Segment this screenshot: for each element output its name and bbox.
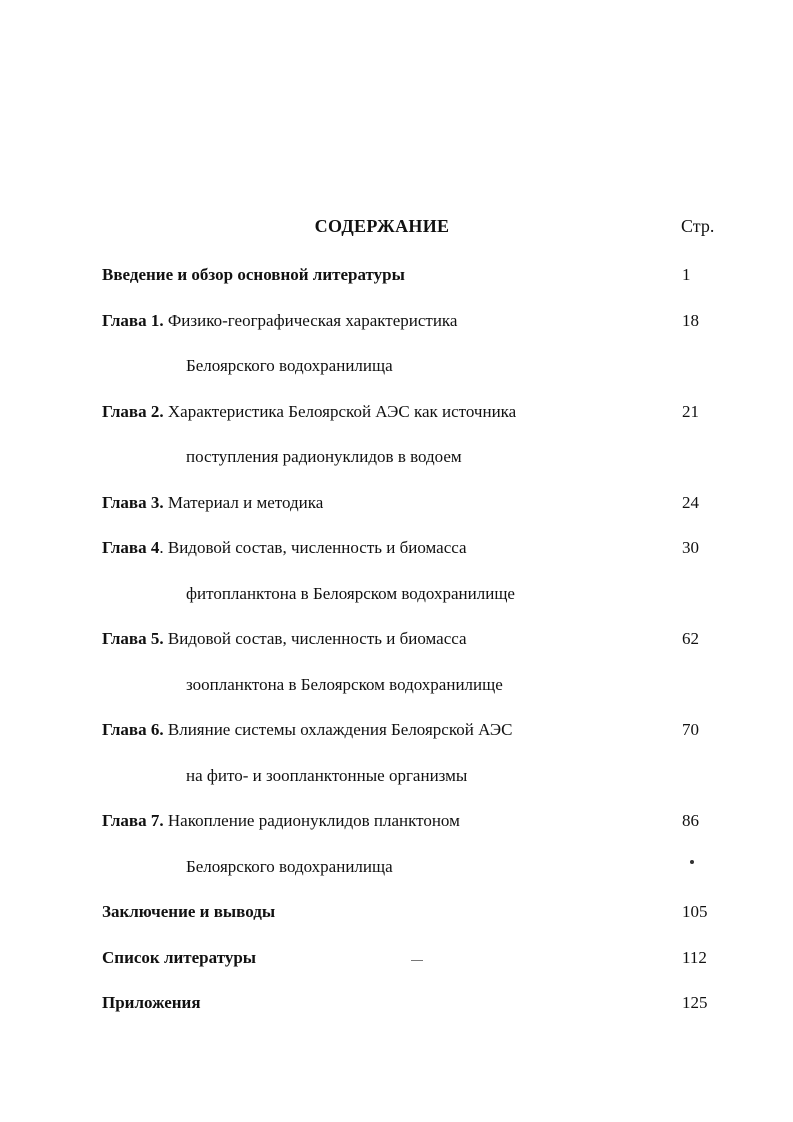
toc-entry-title: Приложения [102,993,201,1012]
toc-entry-chapter-5 [102,627,742,673]
toc-entry-page: 105 [682,902,708,921]
toc-entry-page: 62 [682,629,699,648]
toc-entry-page: 70 [682,720,699,739]
page-column-header: Стр. [681,216,715,236]
scan-speck [690,860,694,864]
toc-entry-continuation: поступления радионуклидов в водоем [186,447,462,466]
toc-entry-appendices [102,991,742,1037]
toc-entry-title: Видовой состав, численность и биомасса [167,629,467,648]
toc-entry-continuation: Белоярского водохранилища [186,356,393,375]
toc-entry-title: Физико-географическая характеристика [167,310,458,330]
toc-entry-chapter-4 [102,536,742,582]
toc-entry-label: Глава 4 [102,538,160,557]
toc-entry-page: 30 [682,538,699,557]
toc-entry-chapter-5-continuation [102,673,742,719]
toc-entry-chapter-7-continuation [102,855,742,901]
toc-entry-page: 18 [682,310,699,330]
toc-entry-title: Список литературы [102,947,257,967]
toc-entry-continuation: фитопланктона в Белоярском водохранилище [186,583,515,603]
toc-entry-label: Глава 3. [102,492,164,512]
toc-entry-page: 125 [682,993,708,1012]
toc-entry-title: Характеристика Белоярской АЭС как источника [167,401,517,421]
toc-entry-continuation: на фито- и зоопланктонные организмы [186,765,468,785]
toc-entry-chapter-6 [102,718,742,764]
toc-entry-chapter-2-continuation [102,445,742,491]
toc-entry-title: Введение и обзор основной литературы [102,265,405,284]
toc-entry-title: Влияние системы охлаждения Белоярской АЭС [167,720,513,739]
toc-entry-page: 112 [682,947,707,967]
scan-speck [411,960,423,961]
page-title: СОДЕРЖАНИЕ [314,216,450,236]
toc-entry-conclusion [102,900,742,946]
toc-entry-title: Заключение и выводы [102,902,276,921]
toc-entry-label: Глава 6. [102,720,164,739]
toc-entry-page: 24 [682,492,699,512]
toc-entry-title: Материал и методика [167,492,324,512]
toc-entry-introduction [102,263,742,309]
toc-entry-page: 1 [682,265,691,284]
toc-entry-label: Глава 1. [102,310,164,330]
toc-entry-chapter-1 [102,309,742,355]
toc-entry-continuation: Белоярского водохранилища [186,856,393,876]
toc-entry-chapter-2 [102,400,742,446]
table-of-contents [102,263,742,1037]
toc-entry-label: Глава 2. [102,401,164,421]
toc-entry-title: . Видовой состав, численность и биомасса [159,538,467,557]
toc-entry-label: Глава 7. [102,811,164,830]
toc-entry-chapter-1-continuation [102,354,742,400]
toc-entry-continuation: зоопланктона в Белоярском водохранилище [186,674,503,694]
toc-entry-page: 86 [682,811,699,830]
toc-entry-references [102,946,742,992]
toc-entry-chapter-6-continuation [102,764,742,810]
toc-entry-page: 21 [682,401,699,421]
toc-entry-chapter-4-continuation [102,582,742,628]
toc-entry-chapter-7 [102,809,742,855]
toc-entry-title: Накопление радионуклидов планктоном [167,811,460,830]
toc-entry-label: Глава 5. [102,629,164,648]
toc-entry-chapter-3 [102,491,742,537]
